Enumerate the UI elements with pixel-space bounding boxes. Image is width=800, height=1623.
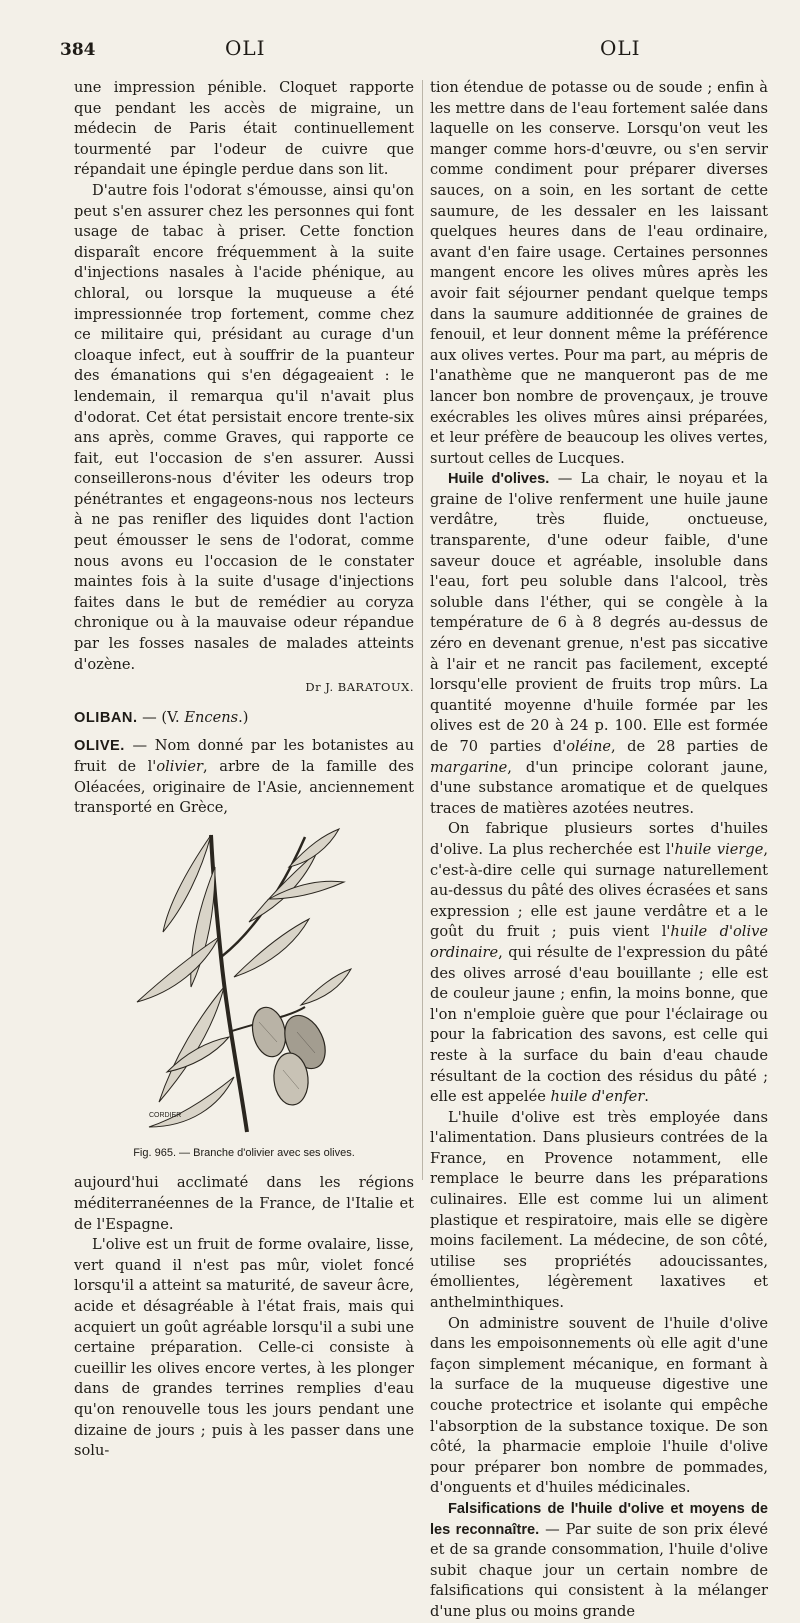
author-signature: Dr J. BARATOUX. <box>305 680 414 695</box>
left-column <box>74 78 414 1462</box>
engraver-signature: CORDIER <box>149 1111 182 1119</box>
subheading-falsifications: Falsifications de l'huile d'olive et moyens de les reconnaître. <box>430 1500 768 1538</box>
paragraph-sortes-huiles: On fabrique plusieurs sortes d'huiles d'olive. La plus recherchée est l'huile vierge, c'est-à-dire celle qui surnage naturellement au-dessus du pâté des olives écrasées et sans expression ; elle est jaune verdâtre et a le goût du fruit ; puis vient l'huile d'olive ordinaire, qui résulte de l'expression du pâté des olives arrosé d'eau bouillante ; elle est de couleur jaune ; enfin, la moins bonne, que l'on n'emploie guère que pour l'éclairage ou pour la fabrication des savons, est celle qui reste à la surface du bain d'eau chaude résultant de la coction des résidus du pâté ; elle est appelée huile d'enfer. <box>430 820 768 1106</box>
cross-reference-link: Encens <box>184 708 239 726</box>
olive-branch-figure <box>74 827 414 1139</box>
subheading-huile-olives: Huile d'olives. <box>448 471 550 488</box>
headword-oliban: OLIBAN. <box>74 709 138 726</box>
paragraph-empoisonnements: On administre souvent de l'huile d'olive dans les empoisonnements où elle agit d'une façon simplement mécanique, en formant à la surface de la muqueuse digestive une couche protectrice et isolante qui empêche l'absorption de la substance toxique. De son côté, la pharmacie emploie l'huile d'olive pour préparer bon nombre de pommades, d'onguents et d'huiles médicinales. <box>430 1314 768 1497</box>
paragraph-alimentation: L'huile d'olive est très employée dans l'alimentation. Dans plusieurs contrées de la France, en Provence notamment, elle remplace le beurre dans les préparations culinaires. Elle est comme lui un aliment plastique et respiratoire, mais elle se digère moins facilement. La médecine, de son côté, utilise ses propriétés adoucissantes, émollientes, légèrement laxatives et anthelminthiques. <box>430 1108 768 1312</box>
paragraph-huile-olives: Huile d'olives. — La chair, le noyau et la graine de l'olive renferment une huile jaune verdâtre, très fluide, onctueuse, transparente, d'une odeur faible, d'une saveur douce et agréable, insoluble dans l'eau, fort peu soluble dans l'alcool, très soluble dans l'éther, qui se congèle à la température de 6 à 8 degrés au-dessus de zéro en devenant grenue, n'est pas siccative à l'air et ne rancit pas facilement, excepté lorsqu'elle provient de fruits trop mûrs. La quantité moyenne d'huile formée par les olives est de 20 à 24 p. 100. Elle est formée de 70 parties d'oléine, de 28 parties de margarine, d'un principe colorant jaune, d'une substance aromatique et de quelques traces de matières azotées neutres. <box>430 470 768 817</box>
column-divider <box>422 80 423 1180</box>
paragraph-odorat-cuivre: une impression pénible. Cloquet rapporte que pendant les accès de migraine, un médecin de Paris était continuellement tourmenté par l'odeur de cuivre que répandait une épingle perdue dans son lit. <box>74 79 414 179</box>
entry-olive: OLIVE. — Nom donné par les botanistes au fruit de l'olivier, arbre de la famille des Oléacées, originaire de l'Asie, anciennement transporté en Grèce, <box>74 737 414 817</box>
running-head-left: OLI <box>225 36 266 60</box>
right-column <box>430 78 768 1623</box>
paragraph-olive-fruit: L'olive est un fruit de forme ovalaire, lisse, vert quand il n'est pas mûr, violet foncé lorsqu'il a atteint sa maturité, de saveur âcre, acide et désagréable à l'état frais, mais qui acquiert un goût agréable lorsqu'il a subi une certaine préparation. Celle-ci consiste à cueillir les olives encore vertes, à les plonger dans de grandes terrines remplies d'eau qu'on renouvelle tous les jours pendant une dizaine de jours ; puis à les passer dans une solu- <box>74 1236 414 1460</box>
paragraph-acclimate: aujourd'hui acclimaté dans les régions méditerranéennes de la France, de l'Italie et de l'Espagne. <box>74 1174 414 1233</box>
entry-oliban: OLIBAN. — (V. Encens.) <box>74 708 249 726</box>
paragraph-odorat-emousse: D'autre fois l'odorat s'émousse, ainsi qu'on peut s'en assurer chez les personnes qui font usage de tabac à priser. Cette fonction disparaît encore fréquemment à la suite d'injections nasales à l'acide phénique, au chloral, ou lorsque la muqueuse a été impressionnée trop fortement, comme chez ce militaire qui, présidant au curage d'un cloaque infect, eut à souffrir de la puanteur des émanations qui s'en dégageaient : le lendemain, il remarqua qu'il n'avait plus d'odorat. Cet état persistait encore trente-six ans après, comme Graves, qui rapporte ce fait, eut l'occasion de s'en assurer. Aussi conseillerons-nous d'éviter les odeurs trop pénétrantes et engageons-nous nos lecteurs à ne pas renifler des liquides dont l'action peut émousser le sens de l'odorat, comme nous avons eu l'occasion de le constater maintes fois à la suite d'usage d'injections faites dans le but de remédier au coryza chronique ou à la mauvaise odeur répandue par les fosses nasales de malades atteints d'ozène. <box>74 181 414 673</box>
page-number: 384 <box>60 40 96 60</box>
paragraph-falsifications: Falsifications de l'huile d'olive et moyens de les reconnaître. — Par suite de son prix élevé et de sa grande consommation, l'huile d'olive subit chaque jour un certain nombre de falsifications qui consistent à la mélanger d'une plus ou moins grande <box>430 1500 768 1620</box>
headword-olive: OLIVE. <box>74 738 125 755</box>
figure-caption: Fig. 965. — Branche d'olivier avec ses olives. <box>133 1146 355 1159</box>
olive-branch-illustration <box>129 827 359 1139</box>
paragraph-saumure: tion étendue de potasse ou de soude ; enfin à les mettre dans de l'eau fortement salée dans laquelle on les conserve. Lorsqu'on veut les manger comme hors-d'œuvre, ou s'en servir comme condiment pour préparer diverses sauces, on a soin, en les sortant de cette saumure, de les dessaler en les laissant quelques heures dans de l'eau ordinaire, avant d'en faire usage. Certaines personnes mangent encore les olives mûres après les avoir fait séjourner pendant quelque temps dans la saumure additionnée de graines de fenouil, et leur donnent même la préférence aux olives vertes. Pour ma part, au mépris de l'anathème que ne manqueront pas de me lancer bon nombre de provençaux, je trouve exécrables les olives mûres ainsi préparées, et leur préfère de beaucoup les olives vertes, surtout celles de Lucques. <box>430 79 768 467</box>
running-head-right: OLI <box>600 36 641 60</box>
page-header <box>60 34 765 64</box>
